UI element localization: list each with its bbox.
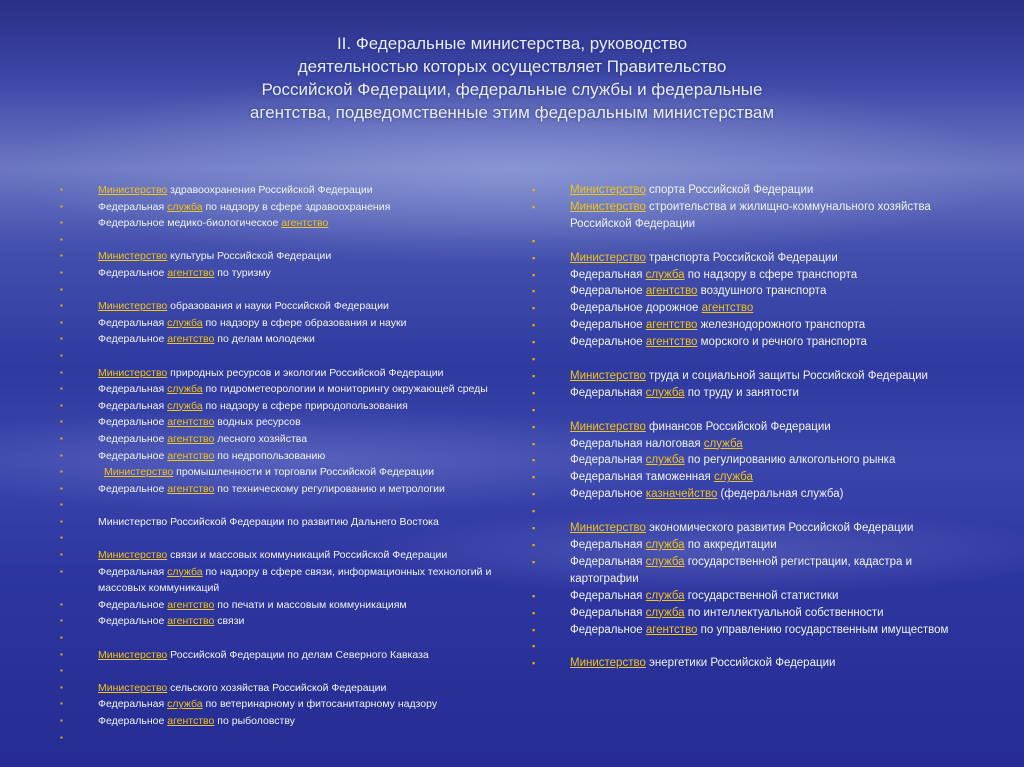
list-item	[532, 520, 972, 537]
hyperlink[interactable]: служба	[645, 538, 685, 551]
hyperlink[interactable]: служба	[167, 565, 203, 578]
bullet-icon: ▪	[532, 387, 536, 398]
list-item	[60, 680, 492, 697]
item-text-suffix: сельского хозяйства Российской Федерации	[167, 681, 387, 694]
item-text-suffix: (федеральная служба)	[717, 488, 844, 501]
list-item	[532, 554, 972, 588]
item-text-suffix: спорта Российской Федерации	[645, 184, 814, 196]
bullet-icon: ▪	[60, 516, 63, 526]
bullet-icon: ▪	[60, 284, 63, 294]
hyperlink[interactable]: агентство	[645, 623, 698, 636]
item-text-suffix: по надзору в сфере образования и науки	[202, 316, 407, 329]
item-text	[98, 331, 492, 348]
item-text-suffix: образования и науки Российской Федерации	[167, 300, 389, 313]
hyperlink[interactable]: Министерство	[570, 522, 646, 535]
list-item	[532, 452, 972, 469]
item-text	[98, 713, 492, 730]
list-item	[60, 564, 492, 597]
hyperlink[interactable]: Министерство	[570, 184, 646, 196]
bullet-icon: ▪	[532, 370, 536, 381]
bullet-icon: ▪	[532, 641, 536, 652]
bullet-icon: ▪	[532, 201, 536, 212]
hyperlink[interactable]: служба	[645, 606, 685, 619]
bullet-icon: ▪	[60, 234, 63, 244]
list-item	[60, 215, 492, 232]
bullet-icon: ▪	[60, 699, 63, 709]
bullet-icon: ▪	[532, 252, 536, 263]
title-line: II. Федеральные министерства, руководство	[336, 34, 688, 53]
bullet-icon: ▪	[532, 506, 536, 517]
bullet-icon: ▪	[532, 489, 536, 500]
list-item	[60, 696, 492, 713]
bullet-icon: ▪	[60, 334, 63, 344]
hyperlink[interactable]: агентство	[645, 285, 698, 298]
hyperlink[interactable]: агентство	[167, 615, 215, 628]
list-item	[60, 431, 492, 448]
hyperlink[interactable]: агентство	[167, 715, 215, 727]
bullet-icon: ▪	[60, 450, 63, 460]
item-text-prefix: Федеральная	[98, 565, 168, 578]
item-text-prefix: Федеральное	[570, 623, 646, 636]
hyperlink[interactable]: агентство	[645, 336, 698, 349]
item-text	[570, 267, 972, 284]
item-text-suffix: культуры Российской Федерации	[167, 250, 332, 263]
hyperlink[interactable]: Министерство	[98, 681, 168, 694]
list-item	[60, 248, 492, 265]
list-item	[532, 199, 972, 233]
list-item	[532, 419, 972, 436]
list-item	[60, 348, 492, 365]
item-text-suffix: по надзору в сфере здравоохранения	[202, 200, 391, 213]
list-item	[60, 282, 492, 299]
item-text	[98, 680, 492, 697]
item-text	[570, 588, 972, 605]
item-text	[570, 655, 972, 672]
item-text	[570, 622, 972, 639]
bullet-icon: ▪	[532, 455, 536, 466]
item-text-suffix: лесного хозяйства	[214, 432, 308, 445]
hyperlink[interactable]: служба	[645, 268, 685, 281]
item-text-suffix: государственной регистрации, кадастра и картографии	[570, 555, 913, 585]
bullet-icon: ▪	[532, 404, 536, 415]
hyperlink[interactable]: служба	[645, 555, 685, 568]
hyperlink[interactable]: Министерство	[570, 369, 646, 382]
item-text	[570, 250, 972, 267]
item-text	[98, 696, 492, 713]
list-item	[532, 605, 972, 622]
bullet-icon: ▪	[532, 438, 536, 449]
list-item	[532, 385, 972, 402]
item-text-prefix: Федеральное	[98, 482, 168, 495]
item-text	[98, 199, 492, 216]
bullet-icon: ▪	[60, 566, 63, 576]
item-text	[98, 414, 492, 431]
list-item	[60, 298, 492, 315]
item-text-suffix: связи и массовых коммуникаций Российской Федерации	[167, 549, 448, 562]
item-text	[98, 182, 492, 199]
bullet-icon: ▪	[60, 550, 63, 560]
bullet-icon: ▪	[60, 633, 63, 643]
list-item	[532, 267, 972, 284]
item-text-suffix: связи	[214, 615, 245, 628]
bullet-icon: ▪	[532, 624, 536, 635]
hyperlink[interactable]: Министерство	[570, 251, 646, 264]
item-text-suffix: по регулированию алкогольного рынка	[684, 454, 896, 467]
list-item	[60, 663, 492, 680]
hyperlink[interactable]: служба	[703, 437, 743, 450]
item-text-prefix: Федеральное	[98, 333, 168, 346]
item-text-suffix: железнодорожного транспорта	[697, 319, 866, 332]
item-text-prefix: Федеральная	[98, 200, 168, 213]
item-text-suffix: по надзору в сфере транспорта	[684, 268, 858, 281]
hyperlink[interactable]: агентство	[167, 333, 215, 346]
bullet-icon: ▪	[60, 384, 63, 394]
item-text	[98, 647, 492, 664]
item-text-prefix: Федеральное	[98, 449, 168, 462]
item-text	[98, 613, 492, 630]
item-text	[570, 537, 972, 554]
list-item	[60, 414, 492, 431]
list-item	[532, 283, 972, 300]
right-column-list	[532, 182, 972, 672]
item-text-suffix: по управлению государственным имуществом	[697, 623, 949, 636]
list-item	[60, 381, 492, 398]
item-text-prefix: Министерство Российской Федерации по развитию Дальнего Востока	[98, 515, 439, 528]
list-item	[532, 622, 972, 639]
item-text-suffix: по интеллектуальной собственности	[684, 606, 884, 619]
item-text-suffix: экономического развития Российской Федерации	[645, 522, 914, 535]
item-text	[570, 300, 972, 317]
hyperlink[interactable]: служба	[167, 383, 203, 396]
bullet-icon: ▪	[532, 556, 536, 567]
item-text-prefix: Федеральная	[98, 698, 168, 711]
hyperlink[interactable]: служба	[167, 200, 203, 213]
item-text-prefix: Федеральное медико-биологическое	[98, 217, 282, 230]
item-text-prefix: Федеральная таможенная	[570, 471, 714, 484]
item-text-prefix: Федеральное	[98, 598, 168, 611]
item-text-suffix: здравоохранения Российской Федерации	[167, 184, 373, 196]
item-text	[570, 486, 972, 503]
list-item	[60, 597, 492, 614]
hyperlink[interactable]: служба	[645, 386, 685, 399]
list-item	[60, 315, 492, 332]
bullet-icon: ▪	[532, 472, 536, 483]
bullet-icon: ▪	[60, 185, 63, 194]
bullet-icon: ▪	[532, 320, 536, 331]
item-text	[98, 398, 492, 415]
bullet-icon: ▪	[60, 716, 63, 725]
list-item	[60, 398, 492, 415]
list-item	[532, 300, 972, 317]
item-text-suffix: Российской Федерации по делам Северного Кавказа	[167, 648, 429, 661]
item-text	[570, 334, 972, 351]
item-text-suffix: строительства и жилищно-коммунального хозяйства Российской Федерации	[570, 200, 931, 230]
item-text-prefix: Федеральная	[98, 316, 168, 329]
item-text-prefix: Федеральное	[570, 285, 646, 298]
list-item	[60, 199, 492, 216]
hyperlink[interactable]: Министерство	[98, 184, 168, 196]
left-column-list	[60, 182, 492, 746]
list-item	[60, 497, 492, 514]
item-text	[98, 547, 492, 564]
item-text	[570, 452, 972, 469]
item-text	[98, 298, 492, 315]
hyperlink[interactable]: агентство	[645, 319, 698, 332]
bullet-icon: ▪	[532, 235, 536, 246]
item-text	[570, 182, 972, 199]
list-item	[532, 368, 972, 385]
hyperlink[interactable]: агентство	[167, 266, 215, 279]
item-text-suffix: по печати и массовым коммуникациям	[214, 598, 407, 611]
slide-title	[150, 32, 874, 124]
bullet-icon: ▪	[532, 354, 536, 365]
item-text-suffix: по аккредитации	[684, 538, 777, 551]
item-text	[570, 385, 972, 402]
list-item	[532, 588, 972, 605]
hyperlink[interactable]: Министерство	[98, 366, 168, 379]
bullet-icon: ▪	[532, 286, 536, 297]
bullet-icon: ▪	[60, 400, 63, 410]
item-text	[570, 199, 972, 233]
item-text-prefix: Федеральная	[570, 454, 646, 467]
item-text	[98, 481, 492, 498]
item-text	[570, 368, 972, 385]
hyperlink[interactable]: служба	[713, 471, 753, 484]
list-item	[60, 232, 492, 249]
item-text-suffix: по техническому регулированию и метрологии	[214, 482, 445, 495]
bullet-icon: ▪	[60, 649, 63, 659]
hyperlink[interactable]: Министерство	[570, 420, 646, 433]
bullet-icon: ▪	[532, 590, 536, 601]
item-text	[98, 514, 492, 531]
item-text-suffix: финансов Российской Федерации	[645, 420, 831, 433]
hyperlink[interactable]: агентство	[167, 598, 215, 611]
bullet-icon: ▪	[60, 251, 63, 261]
item-text	[570, 520, 972, 537]
bullet-icon: ▪	[60, 599, 63, 609]
list-item	[60, 182, 492, 199]
list-item	[532, 182, 972, 199]
list-item	[60, 265, 492, 282]
item-text	[98, 597, 492, 614]
hyperlink[interactable]: Министерство	[98, 300, 168, 313]
bullet-icon: ▪	[60, 483, 63, 493]
list-item	[532, 436, 972, 453]
bullet-icon: ▪	[532, 539, 536, 550]
bullet-icon: ▪	[532, 269, 536, 280]
item-text-suffix: по туризму	[214, 266, 271, 279]
title-line: Российской Федерации, федеральные службы и федеральные	[261, 80, 763, 99]
item-text	[570, 317, 972, 334]
list-item	[532, 537, 972, 554]
title-line: агентства, подведомственные этим федеральным министерствам	[249, 103, 775, 122]
item-text	[570, 436, 972, 453]
item-text-prefix: Федеральная	[98, 383, 168, 396]
bullet-icon: ▪	[60, 682, 63, 692]
item-text	[98, 315, 492, 332]
item-text-suffix: по гидрометеорологии и мониторингу окружающей среды	[202, 383, 488, 396]
item-text-prefix: Федеральная налоговая	[570, 437, 704, 450]
bullet-icon: ▪	[60, 350, 63, 360]
list-item	[60, 530, 492, 547]
item-text-suffix: по ветеринарному и фитосанитарному надзору	[202, 698, 438, 711]
item-text-suffix: труда и социальной защиты Российской Федерации	[645, 369, 928, 382]
item-text-suffix: воздушного транспорта	[697, 285, 827, 298]
hyperlink[interactable]: Министерство	[98, 250, 168, 263]
hyperlink[interactable]: служба	[167, 399, 203, 412]
hyperlink[interactable]: Министерство	[570, 657, 646, 670]
item-text-suffix: морского и речного транспорта	[697, 336, 867, 349]
list-item	[60, 464, 492, 481]
bullet-icon: ▪	[60, 267, 63, 277]
list-item	[532, 655, 972, 672]
item-text	[98, 365, 492, 382]
item-text-suffix: по надзору в сфере природопользования	[202, 399, 408, 412]
list-item	[60, 713, 492, 730]
list-item	[532, 469, 972, 486]
title-line: деятельностью которых осуществляет Правительство	[297, 57, 727, 76]
item-text	[98, 431, 492, 448]
bullet-icon: ▪	[60, 500, 63, 510]
list-item	[532, 638, 972, 655]
bullet-icon: ▪	[532, 337, 536, 348]
item-text-prefix: Федеральная	[570, 538, 646, 551]
list-item	[60, 730, 492, 747]
item-text-prefix: Федеральное	[98, 266, 168, 279]
item-text-prefix: Федеральная	[570, 386, 646, 399]
list-item	[532, 250, 972, 267]
bullet-icon: ▪	[60, 666, 63, 676]
hyperlink[interactable]: агентство	[167, 449, 215, 462]
item-text	[98, 381, 492, 398]
bullet-icon: ▪	[60, 732, 63, 742]
list-item	[60, 448, 492, 465]
item-text-prefix: Федеральное	[570, 488, 646, 501]
item-text-prefix: Федеральная	[570, 555, 646, 568]
hyperlink[interactable]: казначейство	[645, 488, 718, 501]
item-text	[98, 265, 492, 282]
item-text-suffix: по надзору в сфере связи, информационных технологий и массовых коммуникаций	[98, 565, 492, 595]
bullet-icon: ▪	[60, 533, 63, 543]
item-text	[570, 605, 972, 622]
list-item	[532, 334, 972, 351]
bullet-icon: ▪	[532, 185, 536, 195]
bullet-icon: ▪	[532, 523, 536, 534]
item-text-prefix: Федеральная	[98, 399, 168, 412]
item-text-suffix: энергетики Российской Федерации	[645, 657, 836, 670]
list-item	[60, 365, 492, 382]
bullet-icon: ▪	[532, 303, 536, 314]
bullet-icon: ▪	[60, 433, 63, 443]
bullet-icon: ▪	[532, 658, 536, 669]
item-text-prefix: Федеральное	[98, 715, 168, 727]
item-text-suffix: транспорта Российской Федерации	[645, 251, 838, 264]
item-text-suffix: по недропользованию	[214, 449, 326, 462]
item-text-prefix: Федеральная	[570, 606, 646, 619]
hyperlink[interactable]: Министерство	[104, 466, 174, 479]
bullet-icon: ▪	[532, 421, 536, 432]
item-text-suffix: государственной статистики	[684, 589, 839, 602]
bullet-icon: ▪	[60, 616, 63, 626]
item-text-prefix: Федеральное дорожное	[570, 302, 702, 315]
item-text	[98, 564, 492, 597]
bullet-icon: ▪	[532, 607, 536, 618]
list-item	[60, 331, 492, 348]
hyperlink[interactable]: агентство	[167, 416, 215, 429]
list-item	[532, 503, 972, 520]
item-text-prefix: Федеральное	[98, 416, 168, 429]
item-text-prefix: Федеральное	[570, 336, 646, 349]
list-item	[60, 481, 492, 498]
item-text	[570, 419, 972, 436]
list-item	[60, 630, 492, 647]
item-text-prefix: Федеральная	[570, 589, 646, 602]
item-text	[98, 448, 492, 465]
item-text-suffix: промышленности и торговли Российской Федерации	[173, 466, 434, 479]
hyperlink[interactable]: служба	[167, 316, 203, 329]
hyperlink[interactable]: служба	[645, 454, 685, 467]
item-text-prefix: Федеральное	[570, 319, 646, 332]
item-text-prefix: Федеральное	[98, 615, 168, 628]
hyperlink[interactable]: агентство	[281, 217, 329, 230]
list-item	[532, 486, 972, 503]
list-item	[532, 402, 972, 419]
bullet-icon: ▪	[60, 301, 63, 311]
list-item	[60, 514, 492, 531]
item-text	[98, 464, 492, 481]
item-text-prefix: Федеральная	[570, 268, 646, 281]
bullet-icon: ▪	[60, 201, 63, 211]
bullet-icon: ▪	[60, 367, 63, 377]
hyperlink[interactable]: Министерство	[98, 648, 168, 661]
hyperlink[interactable]: Министерство	[570, 200, 646, 213]
list-item	[60, 647, 492, 664]
list-item	[60, 613, 492, 630]
item-text-suffix: водных ресурсов	[214, 416, 301, 429]
list-item	[532, 317, 972, 334]
list-item	[532, 351, 972, 368]
item-text	[98, 215, 492, 232]
bullet-icon: ▪	[60, 218, 63, 228]
bullet-icon: ▪	[60, 417, 63, 427]
hyperlink[interactable]: агентство	[167, 482, 215, 495]
hyperlink[interactable]: Министерство	[98, 549, 168, 562]
item-text-suffix: по рыболовству	[214, 715, 295, 727]
bullet-icon: ▪	[60, 467, 63, 477]
list-item	[60, 547, 492, 564]
item-text	[570, 283, 972, 300]
hyperlink[interactable]: служба	[645, 589, 685, 602]
hyperlink[interactable]: агентство	[701, 302, 754, 315]
bullet-icon: ▪	[60, 317, 63, 327]
hyperlink[interactable]: агентство	[167, 432, 215, 445]
item-text	[570, 554, 972, 588]
item-text	[98, 248, 492, 265]
item-text-suffix: по труду и занятости	[684, 386, 799, 399]
item-text	[570, 469, 972, 486]
list-item	[532, 233, 972, 250]
item-text-prefix: Федеральное	[98, 432, 168, 445]
hyperlink[interactable]: служба	[167, 698, 203, 711]
item-text-suffix: по делам молодежи	[214, 333, 315, 346]
item-text-suffix: природных ресурсов и экологии Российской Федерации	[167, 366, 444, 379]
